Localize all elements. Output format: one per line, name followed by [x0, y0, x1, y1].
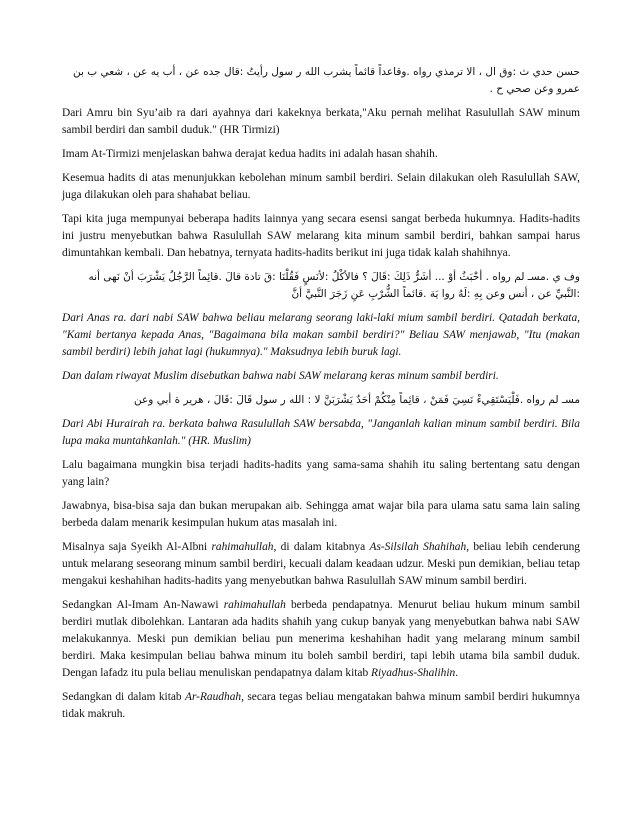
paragraph-hadits-larangan: Tapi kita juga mempunyai beberapa hadits lainnya yang secara esensi sangat berbeda hukumnya. Hadits-hadits ini justru menyebutkan bahwa Rasulullah SAW melarang kita minum sambil berdiri, bahkan sampai harus dimuntahkan kembali. Dan hebatnya, ternyata hadits-hadits berikut ini juga tidak kalah shahihnya.: [62, 213, 580, 259]
text-run: Sedangkan di dalam kitab: [62, 691, 185, 703]
text-run: , di dalam kitabnya: [273, 541, 370, 553]
text-run: , beliau lebih cenderung untuk melarang seseorang minum sambil berdiri, kecuali dalam keadaan udzur. Meski pun demikian, beliau tetap mengakui keshahihan hadits-hadits yang menyebutkan bahwa Rasulullah SAW minum sambil berdiri.: [62, 541, 580, 587]
italic-term: Riyadhus-Shalihin: [371, 667, 456, 679]
paragraph-question: Lalu bagaimana mungkin bisa terjadi hadits-hadits yang sama-sama shahih itu saling bertentang satu dengan yang lain?: [62, 459, 580, 488]
paragraph-kebolehan: Kesemua hadits di atas menunjukkan kebolehan minum sambil berdiri. Selain dilakukan oleh Rasulullah SAW, juga dilakukan oleh para shahabat beliau.: [62, 172, 580, 201]
italic-term: Ar-Raudhah: [185, 691, 242, 703]
italic-term: rahimahullah: [211, 541, 274, 553]
text-run: , secara tegas beliau mengatakan bahwa minum sambil berdiri hukumnya tidak makruh.: [62, 691, 580, 720]
text-run: berbeda pendapatnya. Menurut beliau hukum minum sambil berdiri mutlak dibolehkan. Lantaran ada hadits shahih yang cukup banyak yang menyebutkan bahwa nabi SAW melakukannya. Meski pun demikian beliau pun menerima keshahihan hadit yang melarang minum sambil berdiri. Maka kesimpulan beliau bahwa minum itu boleh sambil berdiri, tapi lebih utama bila sambil duduk. Dengan lafadz itu pula beliau menuliskan pendapatnya dalam kitab: [62, 599, 580, 679]
arabic-hadith-abu-hurairah: مسـ لم رواه .فَلْيَسْتَقِيءْ نَسِيَ فَمَنْ ، قائِماً مِنْكُمْ أحَدٌ يَشْرَبَنَّ لا : الله ر سول قَالَ :قَالَ ، هرير ة أبي وعن: [134, 394, 580, 406]
paragraph-anas-translation: Dari Anas ra. dari nabi SAW bahwa beliau melarang seorang laki-laki mium sambil berdiri. Qatadah berkata, "Kami bertanya kepada Anas, "Bagaimana bila makan sambil berdiri?" Beliau SAW menjawab, "Itu (makan sambil berdiri) lebih jahat lagi (hukumnya)." Maksudnya lebih buruk lagi.: [62, 312, 580, 358]
paragraph-amru-translation: Dari Amru bin Syu’aib ra dari ayahnya dari kakeknya berkata,"Aku pernah melihat Rasulullah SAW minum sambil berdiri dan sambil duduk." (HR Tirmizi): [62, 107, 580, 136]
italic-term: As-Silsilah Shahihah: [369, 541, 467, 553]
text-run: Sedangkan Al-Imam An-Nawawi: [62, 599, 224, 611]
text-run: Misalnya saja Syeikh Al-Albni: [62, 541, 212, 553]
paragraph-riwayat-muslim: Dan dalam riwayat Muslim disebutkan bahwa nabi SAW melarang keras minum sambil berdiri.: [62, 370, 499, 382]
italic-term: rahimahullah: [223, 599, 286, 611]
arabic-hadith-anas: وف ي .مسـ لم رواه . أخْبَثُ أوْ ... أشَرُّ ذَلِكَ :قَالَ ؟ فالأكْلُ :لأنَسٍ فَقُلْنَا :قَ تادة قالَ .قائِماً الرَّجُلُ يَشْرَبَ أنْ نَهى أنه :النَّبيِّ عن ، أنس وعن بِهِ :لَهُ روا يَة .قائماً الشُّرْبِ عَنِ زَجَرَ النَّبيَّ أنَّ: [88, 271, 580, 300]
text-run: .: [455, 667, 459, 679]
paragraph-nawawi: [62, 597, 580, 682]
paragraph-abu-hurairah-translation: Dari Abi Hurairah ra. berkata bahwa Rasulullah SAW bersabda, "Janganlah kalian minum sambil berdiri. Bila lupa maka muntahkanlah." (HR. Muslim): [62, 418, 580, 447]
paragraph-answer: Jawabnya, bisa-bisa saja dan bukan merupakan aib. Sehingga amat wajar bila para ulama satu sama lain saling berbeda dalam menarik kesimpulan hukum atas masalah ini.: [62, 500, 580, 529]
paragraph-albani: [62, 539, 580, 590]
arabic-hadith-amru: حسن حدي ث :وق ال ، الا ترمذي رواه .وقاعداً قائماً يشرب الله ر سول رأيتُ :قال جده عن ، أب يه عن ، شعي ب بن عمرو وعن صحي ح .: [73, 66, 580, 95]
paragraph-tirmizi-note: Imam At-Tirmizi menjelaskan bahwa derajat kedua hadits ini adalah hasan shahih.: [62, 148, 438, 160]
paragraph-raudhah: [62, 689, 580, 723]
